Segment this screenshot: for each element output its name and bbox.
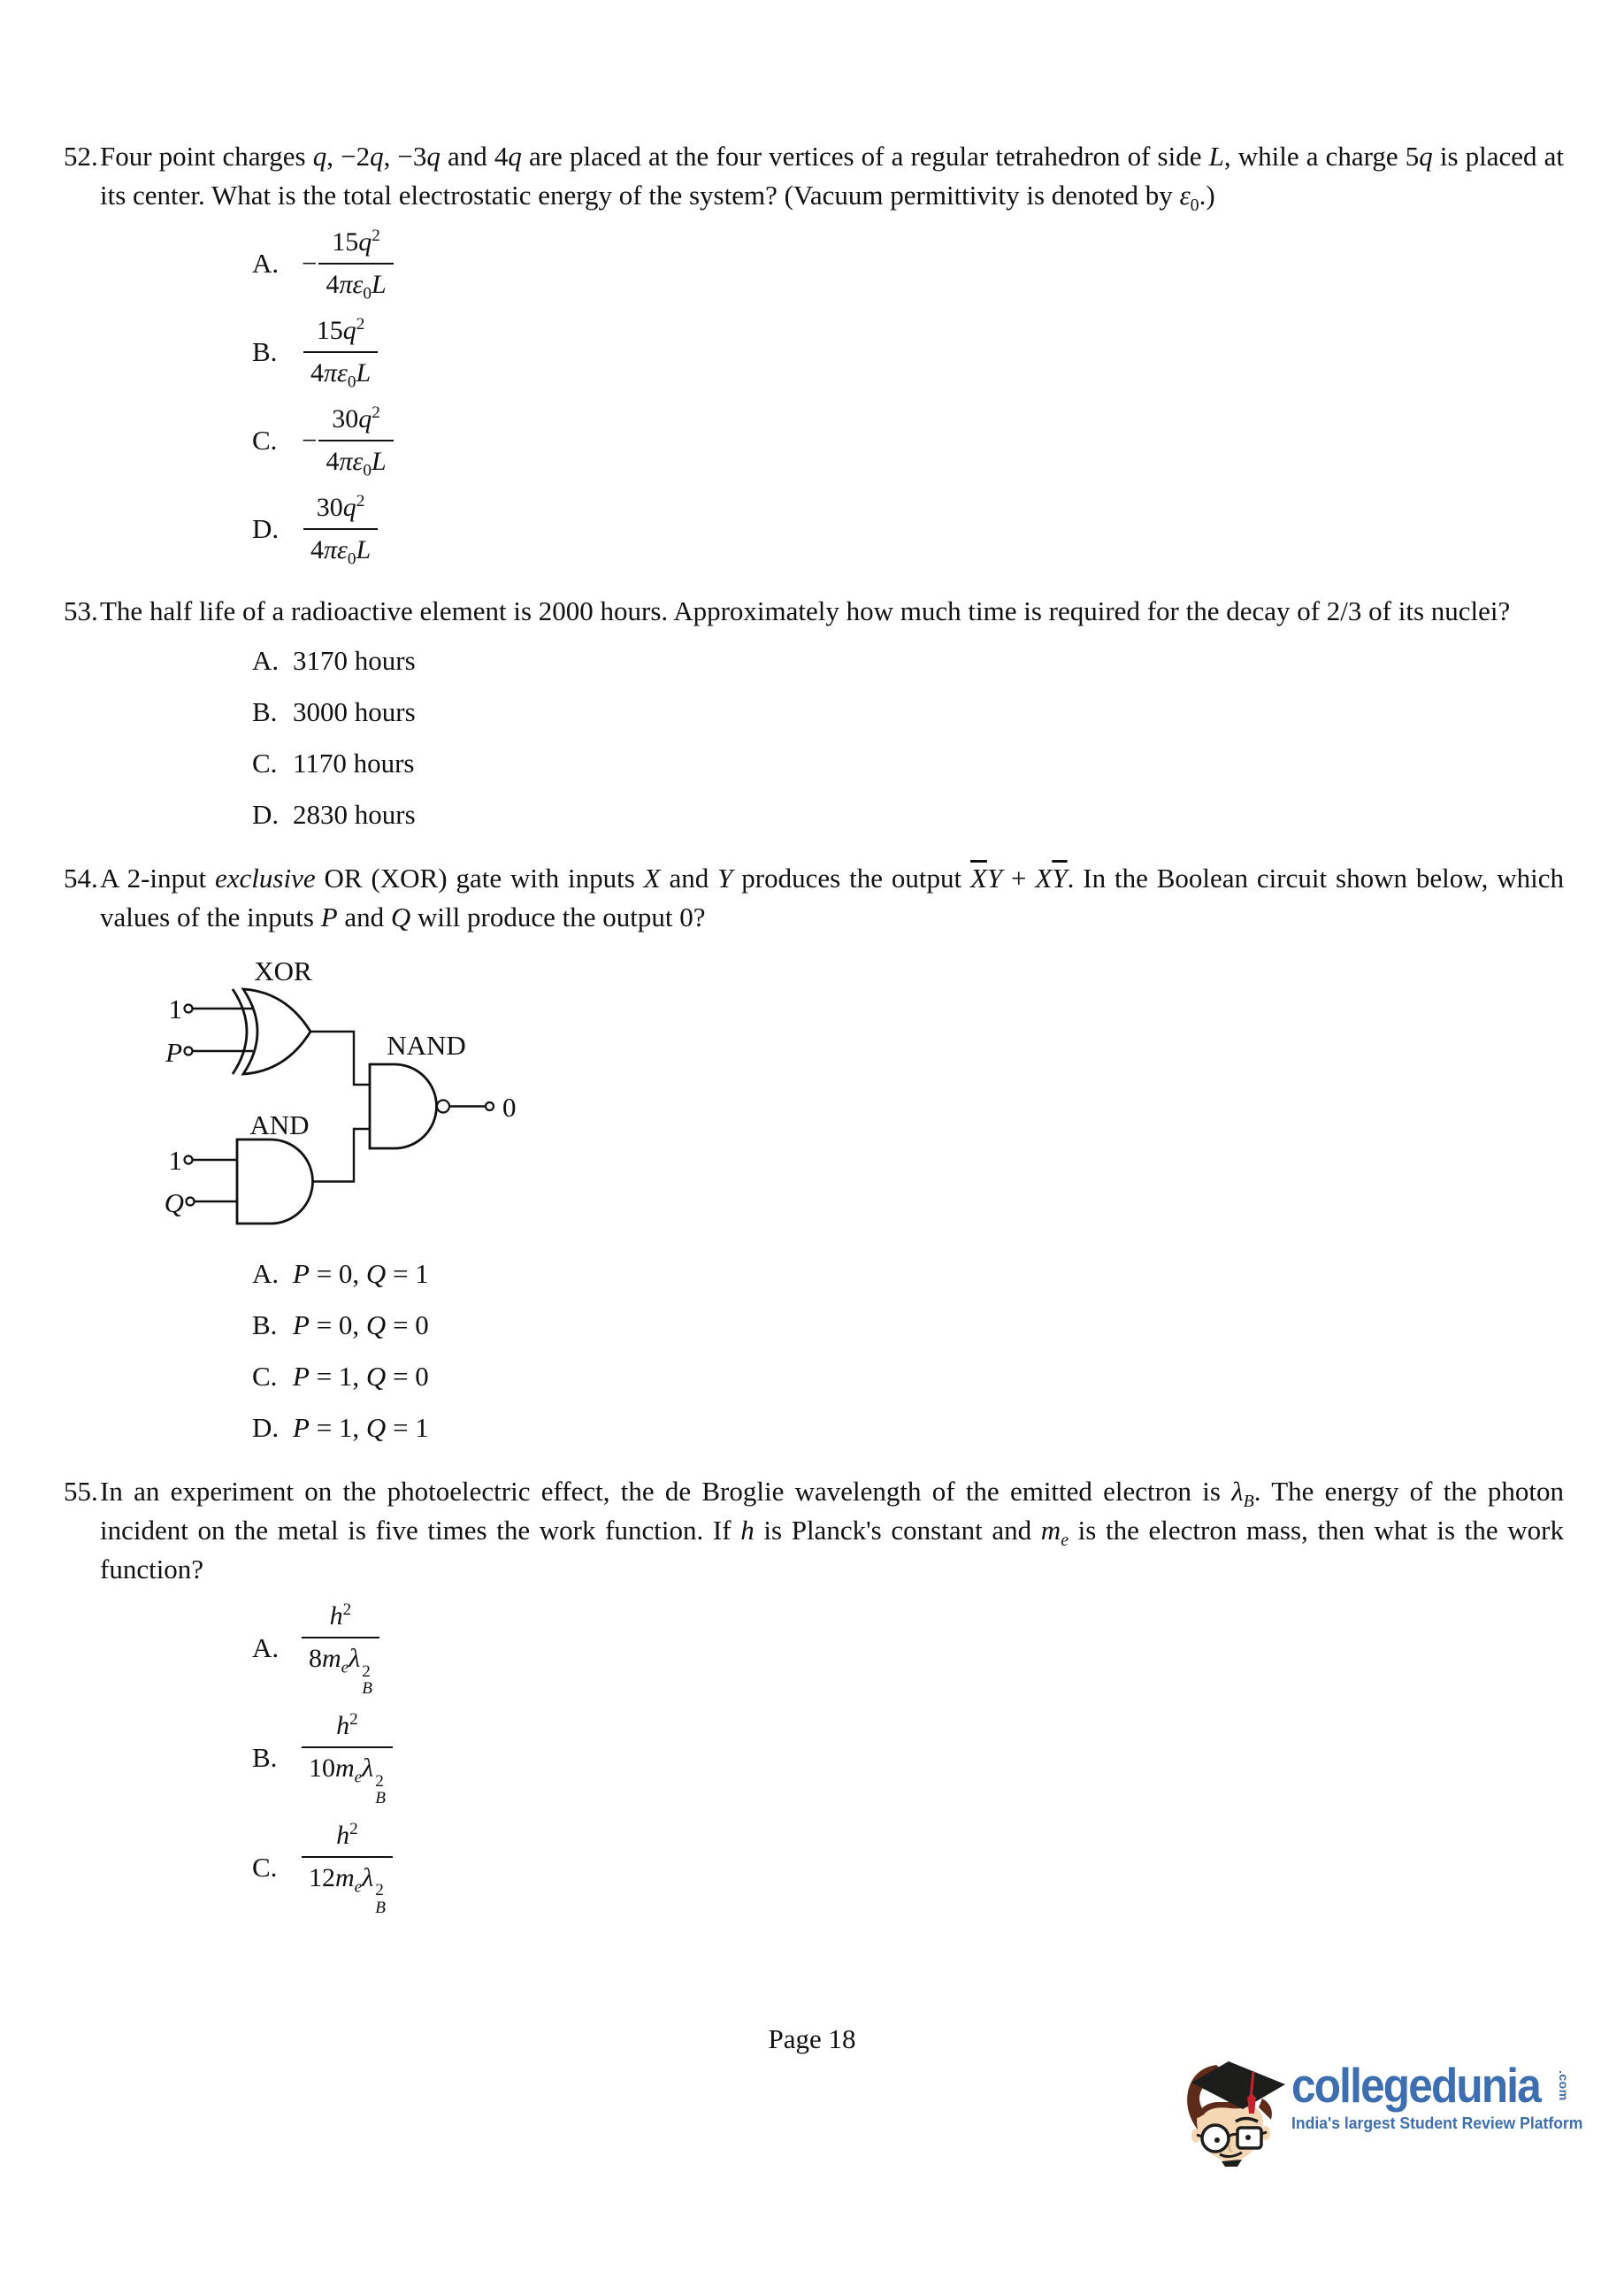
option-text: 3170 hours [293, 645, 416, 676]
logo-text [1291, 2060, 1598, 2132]
input-terminal [187, 1198, 195, 1206]
option-row [252, 795, 1564, 834]
output-0-label: 0 [502, 1092, 517, 1123]
input-terminal [185, 1047, 193, 1055]
question-text: A 2-input exclusive OR (XOR) gate with inputs X and Y produces the output $\overline{X}Y + X\overline{Y}$. In the Boolean circuit shown below, which values of the inputs P and Q will produce the output 0? [100, 863, 1564, 932]
option-row [252, 1408, 1564, 1447]
logic-circuit-diagram [159, 948, 575, 1244]
nand-gate-label: NAND [387, 1030, 466, 1061]
brand-tagline: India's largest Student Review Platform [1291, 2114, 1583, 2132]
option-row [252, 744, 1564, 783]
fraction-denominator: $4\pi\varepsilon_0L$ [318, 263, 393, 302]
fraction-numerator: $30q^2$ [316, 492, 365, 522]
fraction-numerator: $30q^2$ [332, 403, 380, 434]
fraction-numerator: $h^2$ [336, 1819, 358, 1850]
option-text: P = 1, Q = 1 [293, 1412, 429, 1443]
option-label: C. [252, 425, 278, 456]
option-row [252, 1709, 1564, 1807]
fraction-denominator: $4\pi\varepsilon_0L$ [303, 351, 378, 390]
option-text: P = 0, Q = 1 [293, 1258, 429, 1289]
question-text: Four point charges q, −2q, −3q and 4q are placed at the four vertices of a regular tetrahedron of side L, while a charge 5q is placed at its center. What is the total electrostatic energy of the system? (Vacuum permittivity is denoted by $\varepsilon_0$.) [100, 141, 1564, 215]
fraction [318, 226, 393, 302]
option-text: 3000 hours [293, 696, 416, 727]
options-list [252, 1255, 1564, 1447]
page-number: Page 18 [768, 2023, 856, 2054]
fraction [302, 1819, 393, 1916]
xor-gate-label: XOR [254, 955, 312, 986]
option-row [252, 314, 1564, 390]
option-label: C. [252, 1361, 278, 1392]
option-row [252, 1255, 1564, 1293]
brand-name: collegedunia [1291, 2058, 1540, 2113]
fraction [318, 403, 393, 479]
question-number: 52. [64, 141, 98, 172]
xor-gate-icon [233, 989, 247, 1074]
option-text: 2830 hours [293, 799, 416, 830]
option-row [252, 1357, 1564, 1396]
input-terminal [185, 1005, 193, 1013]
fraction-denominator: $8m_e\lambda$ 2 B [302, 1637, 379, 1697]
option-text: 1170 hours [293, 748, 415, 779]
collegedunia-logo [1177, 2060, 1598, 2168]
xor-gate-icon [243, 989, 310, 1074]
option-label: D. [252, 1412, 280, 1443]
options-list [252, 226, 1564, 567]
options-list [252, 1600, 1564, 1916]
question-text: The half life of a radioactive element is 2000 hours. Approximately how much time is required for the decay of 2/3 of its nuclei? [100, 595, 1511, 626]
question-53 [64, 592, 1564, 834]
option-label: D. [252, 799, 280, 830]
option-label: D. [252, 513, 280, 544]
option-label: B. [252, 1741, 278, 1773]
fraction-denominator: $4\pi\varepsilon_0L$ [318, 440, 393, 479]
fraction-numerator: $15q^2$ [332, 226, 380, 257]
option-label: A. [252, 248, 280, 279]
fraction-numerator: $15q^2$ [316, 315, 365, 345]
nand-gate-icon [370, 1064, 436, 1148]
question-54 [64, 859, 1564, 1447]
option-label: B. [252, 696, 278, 727]
option-label: A. [252, 1258, 280, 1289]
question-number: 53. [64, 595, 98, 626]
fraction-denominator: $12m_e\lambda$ 2 B [302, 1856, 393, 1916]
fraction [303, 491, 378, 567]
wire [313, 1129, 371, 1182]
and-input-q-label: Q [164, 1187, 184, 1218]
input-terminal [185, 1156, 193, 1164]
option-row [252, 1819, 1564, 1916]
xor-input-1-label: 1 [168, 994, 182, 1024]
question-text: In an experiment on the photoelectric effect, the de Broglie wavelength of the emitted electron is $\lambda_B$. The energy of the photon incident on the metal is five times the work function. If h is Planck's constant and $m_e$ is the electron mass, then what is the work function? [100, 1476, 1564, 1585]
question-52 [64, 137, 1564, 569]
fraction-denominator: $4\pi\varepsilon_0L$ [303, 528, 378, 567]
option-text: P = 1, Q = 0 [293, 1361, 429, 1392]
and-gate-label: AND [249, 1109, 310, 1140]
option-text: P = 0, Q = 0 [293, 1309, 429, 1340]
fraction [303, 314, 378, 390]
option-label: A. [252, 645, 280, 676]
option-row [252, 491, 1564, 567]
and-input-1-label: 1 [168, 1145, 182, 1176]
xor-input-p-label: P [165, 1037, 182, 1068]
option-row [252, 693, 1564, 732]
fraction [302, 1709, 393, 1807]
question-number: 54. [64, 863, 98, 894]
fraction-sign: − [302, 425, 318, 456]
brand-tld: .com [1557, 2070, 1572, 2101]
question-number: 55. [64, 1476, 98, 1507]
wire [310, 1032, 370, 1085]
option-row [252, 641, 1564, 680]
option-label: C. [252, 748, 278, 779]
option-row [252, 226, 1564, 302]
fraction [302, 1600, 379, 1697]
fraction-denominator: $10m_e\lambda$ 2 B [302, 1746, 393, 1807]
nand-bubble-icon [437, 1101, 449, 1113]
option-row [252, 1600, 1564, 1697]
option-label: B. [252, 336, 278, 367]
fraction-sign: − [302, 248, 318, 279]
option-row [252, 1306, 1564, 1345]
option-label: B. [252, 1309, 278, 1340]
option-label: C. [252, 1851, 278, 1883]
and-gate-icon [237, 1140, 313, 1224]
question-55 [64, 1472, 1564, 1917]
options-list [252, 641, 1564, 834]
mascot-icon [1177, 2060, 1287, 2168]
output-terminal [486, 1102, 494, 1110]
fraction-numerator: $h^2$ [336, 1709, 358, 1740]
option-row [252, 403, 1564, 479]
fraction-numerator: $h^2$ [329, 1600, 352, 1631]
option-label: A. [252, 1631, 280, 1663]
